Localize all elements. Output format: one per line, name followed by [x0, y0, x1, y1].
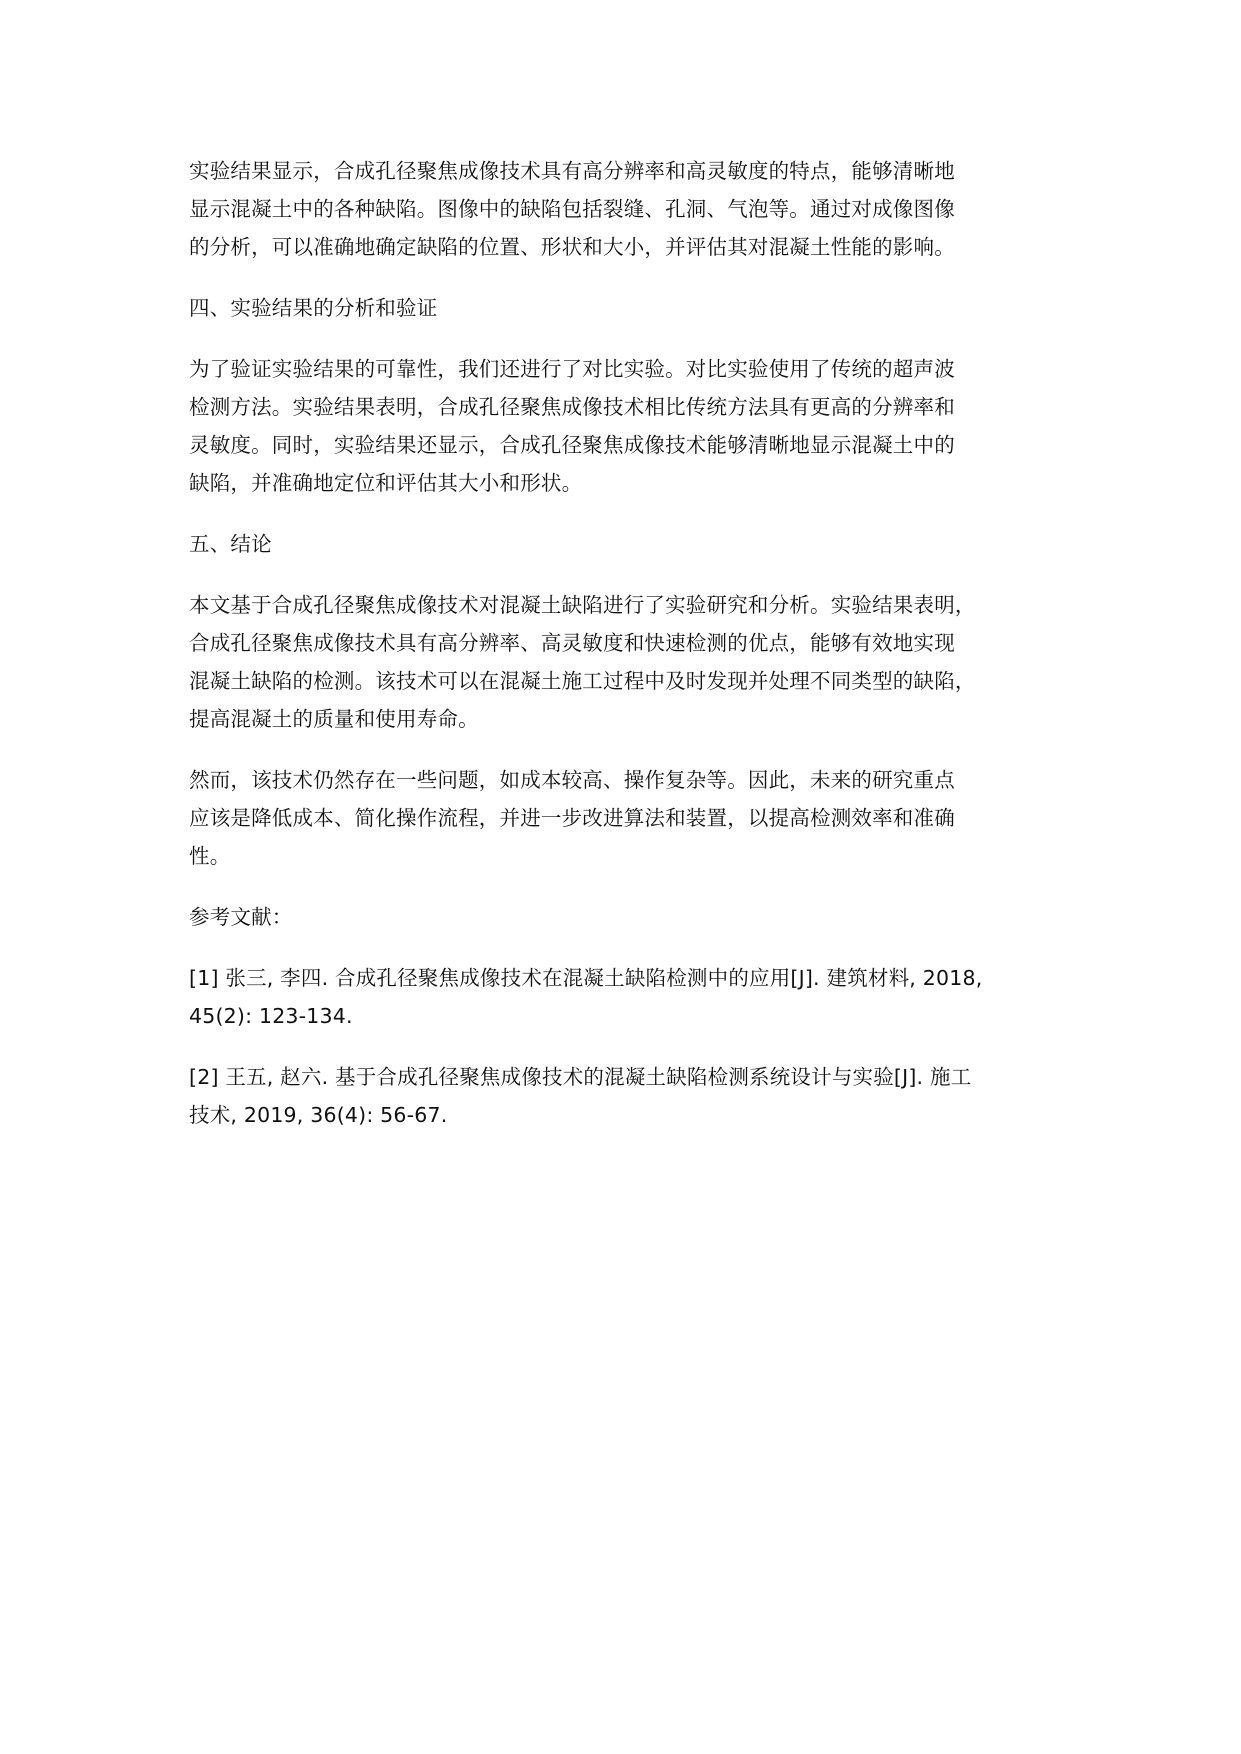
section-heading-5	[189, 525, 1079, 563]
text-line: 检测方法。实验结果表明，合成孔径聚焦成像技术相比传统方法具有更高的分辨率和	[189, 395, 955, 419]
text-line: 合成孔径聚焦成像技术具有高分辨率、高灵敏度和快速检测的优点，能够有效地实现	[189, 631, 955, 655]
text-line: 的分析，可以准确地确定缺陷的位置、形状和大小，并评估其对混凝土性能的影响。	[189, 235, 955, 259]
section-heading-4	[189, 289, 1079, 327]
text-line: 然而，该技术仍然存在一些问题，如成本较高、操作复杂等。因此，未来的研究重点	[189, 768, 955, 792]
heading-text: 参考文献：	[189, 905, 293, 929]
reference-item-1	[189, 959, 1079, 1035]
heading-text: 四、实验结果的分析和验证	[189, 296, 438, 320]
results-paragraph	[189, 152, 1079, 266]
text-line: 缺陷，并准确地定位和评估其大小和形状。	[189, 471, 583, 495]
text-line: 灵敏度。同时，实验结果还显示，合成孔径聚焦成像技术能够清晰地显示混凝土中的	[189, 433, 955, 457]
references-heading	[189, 898, 1079, 936]
text-line: 45(2): 123-134.	[189, 1004, 353, 1028]
text-line: 本文基于合成孔径聚焦成像技术对混凝土缺陷进行了实验研究和分析。实验结果表明，	[189, 593, 976, 617]
text-line: 为了验证实验结果的可靠性，我们还进行了对比实验。对比实验使用了传统的超声波	[189, 357, 955, 381]
text-line: 混凝土缺陷的检测。该技术可以在混凝土施工过程中及时发现并处理不同类型的缺陷，	[189, 669, 976, 693]
text-line: 提高混凝土的质量和使用寿命。	[189, 707, 479, 731]
conclusion-paragraph-2	[189, 761, 1079, 875]
validation-paragraph	[189, 350, 1079, 502]
text-line: 性。	[189, 844, 231, 868]
text-line: 显示混凝土中的各种缺陷。图像中的缺陷包括裂缝、孔洞、气泡等。通过对成像图像	[189, 197, 955, 221]
text-line: [1] 张三, 李四. 合成孔径聚焦成像技术在混凝土缺陷检测中的应用[J]. 建筑材料, 2018,	[189, 966, 983, 990]
text-line: [2] 王五, 赵六. 基于合成孔径聚焦成像技术的混凝土缺陷检测系统设计与实验[J]. 施工	[189, 1065, 972, 1089]
conclusion-paragraph-1	[189, 586, 1079, 738]
document-page	[189, 152, 1079, 1134]
text-line: 实验结果显示，合成孔径聚焦成像技术具有高分辨率和高灵敏度的特点，能够清晰地	[189, 159, 955, 183]
text-line: 技术, 2019, 36(4): 56-67.	[189, 1103, 448, 1127]
heading-text: 五、结论	[189, 532, 272, 556]
reference-item-2	[189, 1058, 1079, 1134]
text-line: 应该是降低成本、简化操作流程，并进一步改进算法和装置，以提高检测效率和准确	[189, 806, 955, 830]
